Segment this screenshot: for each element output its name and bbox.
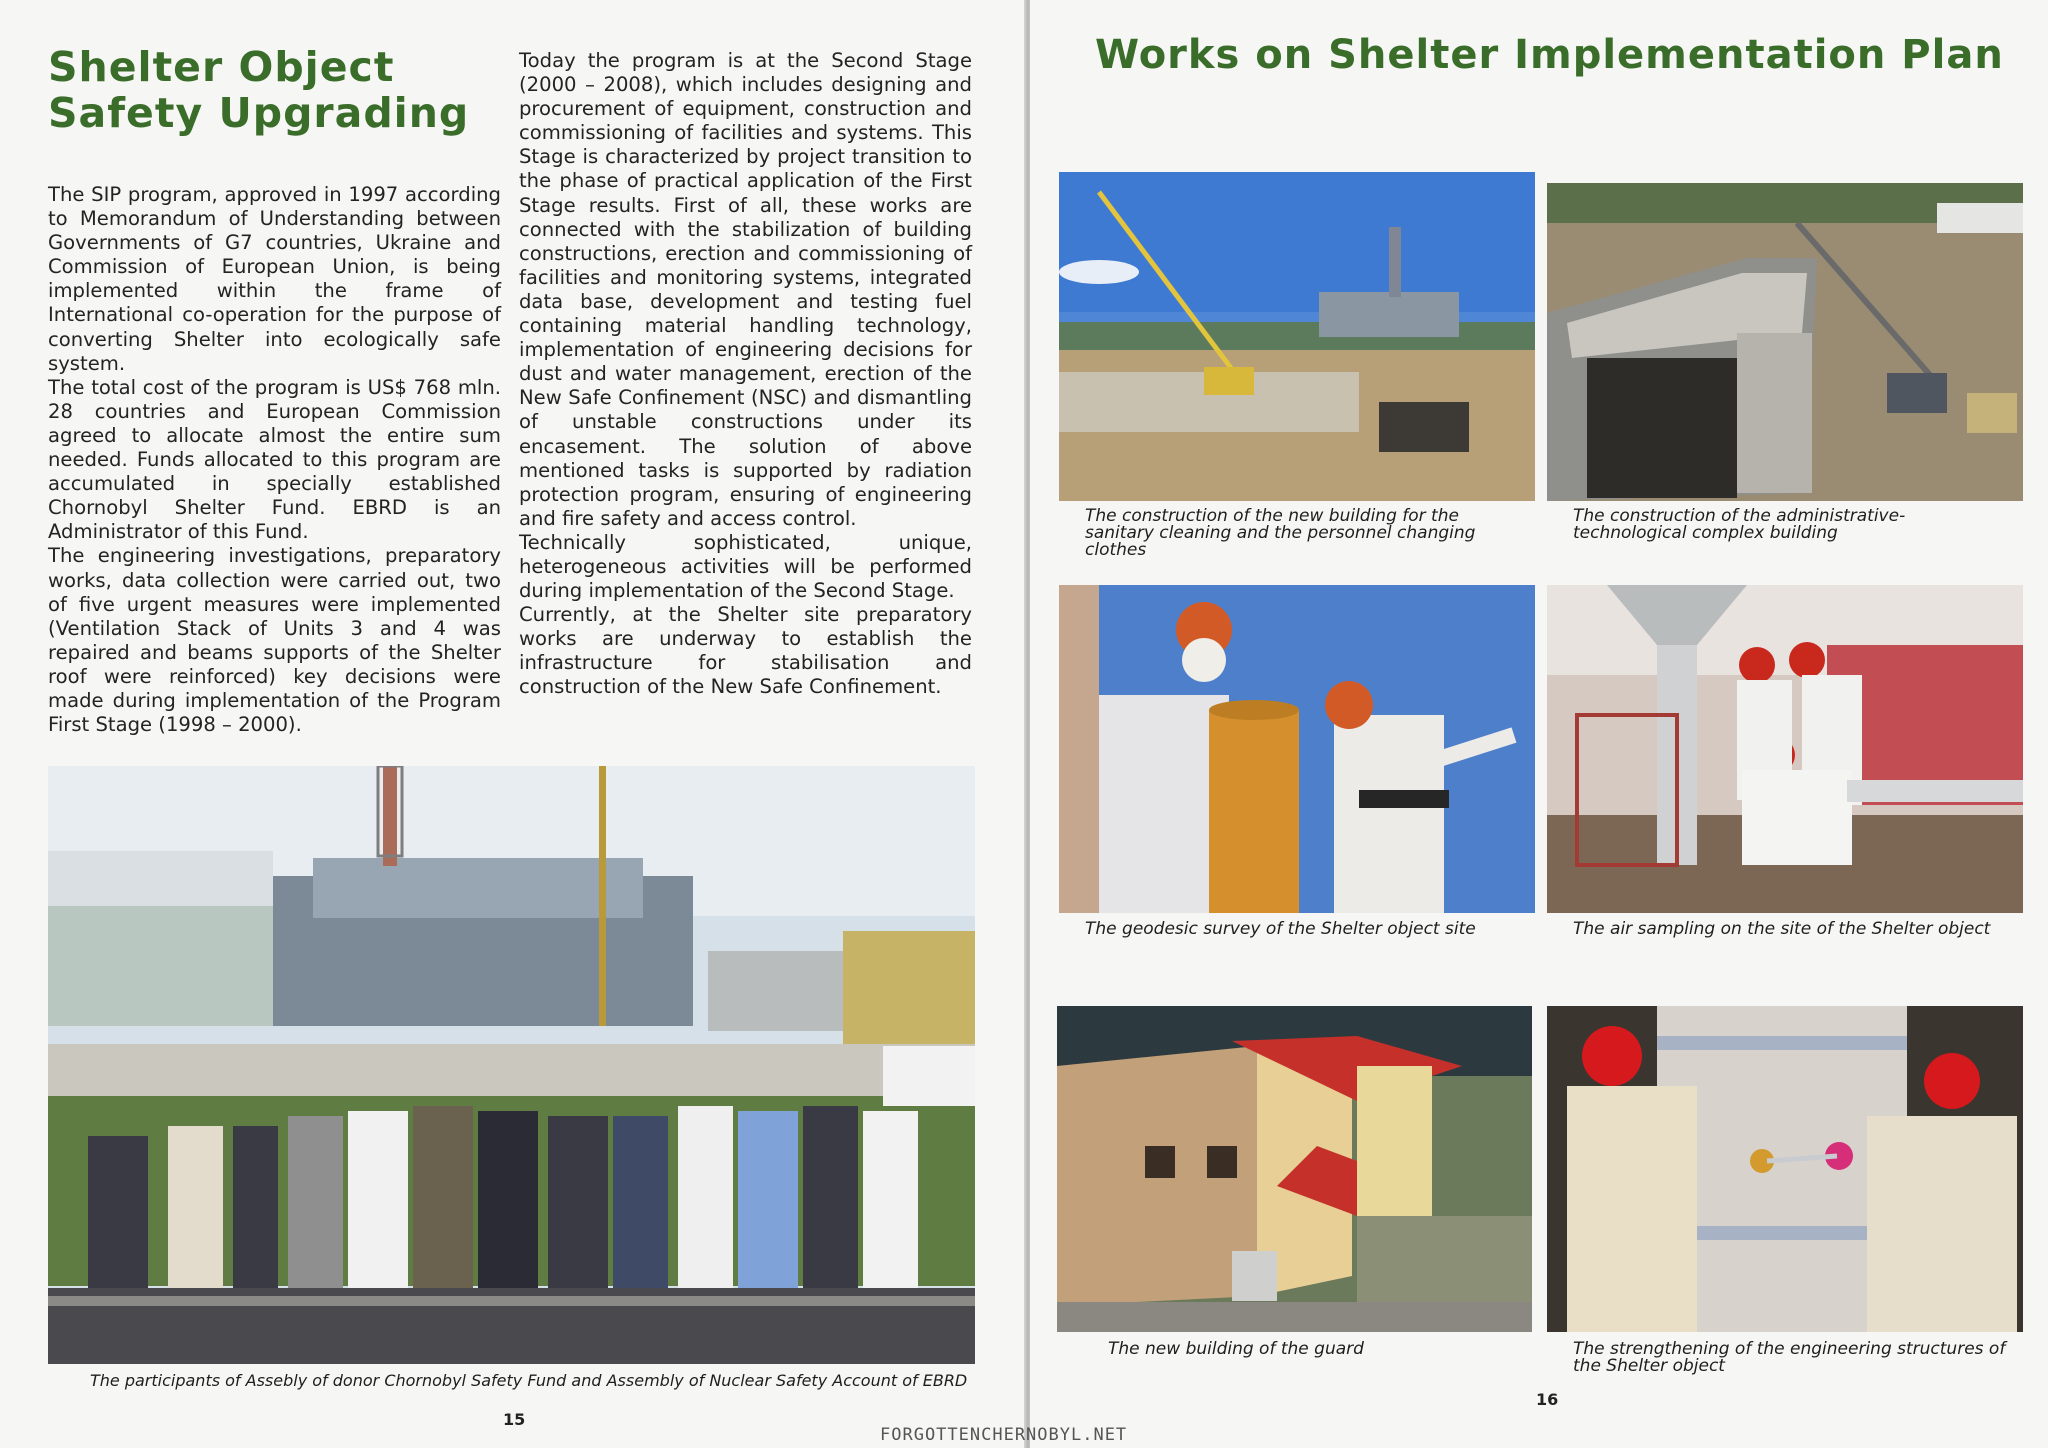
paragraph: The total cost of the program is US$ 768 mln. 28 countries and European Commission agreed to allocate almost the entire sum needed. Funds allocated to this program are accumulated in specially established Chornobyl Shelter Fund. EBRD is an Administrator of this Fund. — [48, 375, 501, 544]
paragraph: Today the program is at the Second Stage (2000 – 2008), which includes designing and procurement of equipment, construction and commissioning of facilities and systems. This Stage is characterized by project transition to the phase of practical application of the First Stage results. First of all, these works are connected with the stabilization of building constructions, erection and commissioning of facilities and monitoring systems, integrated data base, development and testing fuel containing material handling technology, implementation of engineering decisions for dust and water management, erection of the New Safe Confinement (NSC) and dismantling of unstable constructions under its encasement. The solution of above mentioned tasks is supported by radiation protection program, ensuring of engineering and fire safety and access control. — [519, 49, 972, 530]
page-number: 15 — [503, 1410, 526, 1429]
paragraph: Technically sophisticated, unique, heterogeneous activities will be performed during implementation of the Second Stage. — [519, 530, 972, 603]
paragraph: Currently, at the Shelter site preparatory works are underway to establish the infrastructure for stabilisation and construction of the New Safe Confinement. — [519, 603, 972, 699]
right-page-title: Works on Shelter Implementation Plan — [1095, 32, 2004, 78]
caption-2: The construction of the administrative-technological complex building — [1573, 506, 1906, 543]
title-line-1: Shelter Object — [48, 43, 395, 91]
photo-guard-building — [1057, 1006, 1532, 1332]
group-photo — [48, 766, 975, 1364]
photo-construction-sanitary-building — [1059, 172, 1535, 501]
paragraph: The engineering investigations, preparatory works, data collection were carried out, two of five urgent measures were implemented (Ventilation Stack of Units 3 and 4 was repaired and beams supports of the Shelter roof were reinforced) key decisions were made during implementation of the Program First Stage (1998 – 2000). — [48, 544, 501, 737]
caption-3: The geodesic survey of the Shelter object site — [1085, 919, 1476, 939]
caption-5: The new building of the guard — [1108, 1339, 1364, 1359]
page-number: 16 — [1536, 1390, 1559, 1409]
text-column-2 — [519, 49, 972, 700]
caption-1: The construction of the new building for the sanitary cleaning and the personnel changing clothes — [1085, 506, 1476, 560]
text-column-1 — [48, 183, 501, 737]
title-line-2: Safety Upgrading — [48, 89, 470, 137]
photo-air-sampling — [1547, 585, 2023, 913]
left-page-title — [48, 44, 469, 136]
photo-construction-admin-complex — [1547, 183, 2023, 501]
right-page — [1030, 0, 2048, 1448]
photo-strengthening-structures — [1547, 1006, 2023, 1332]
watermark: FORGOTTENCHERNOBYL.NET — [880, 1425, 1128, 1445]
photo-geodesic-survey — [1059, 585, 1535, 913]
group-photo-caption: The participants of Assebly of donor Chornobyl Safety Fund and Assembly of Nuclear Safety Account of EBRD — [90, 1371, 968, 1390]
paragraph: The SIP program, approved in 1997 according to Memorandum of Understanding between Governments of G7 countries, Ukraine and Commission of European Union, is being implemented within the frame of International co-operation for the purpose of converting Shelter into ecologically safe system. — [48, 183, 501, 375]
caption-4: The air sampling on the site of the Shelter object — [1573, 919, 1991, 939]
caption-6: The strengthening of the engineering structures of the Shelter object — [1573, 1339, 2006, 1376]
